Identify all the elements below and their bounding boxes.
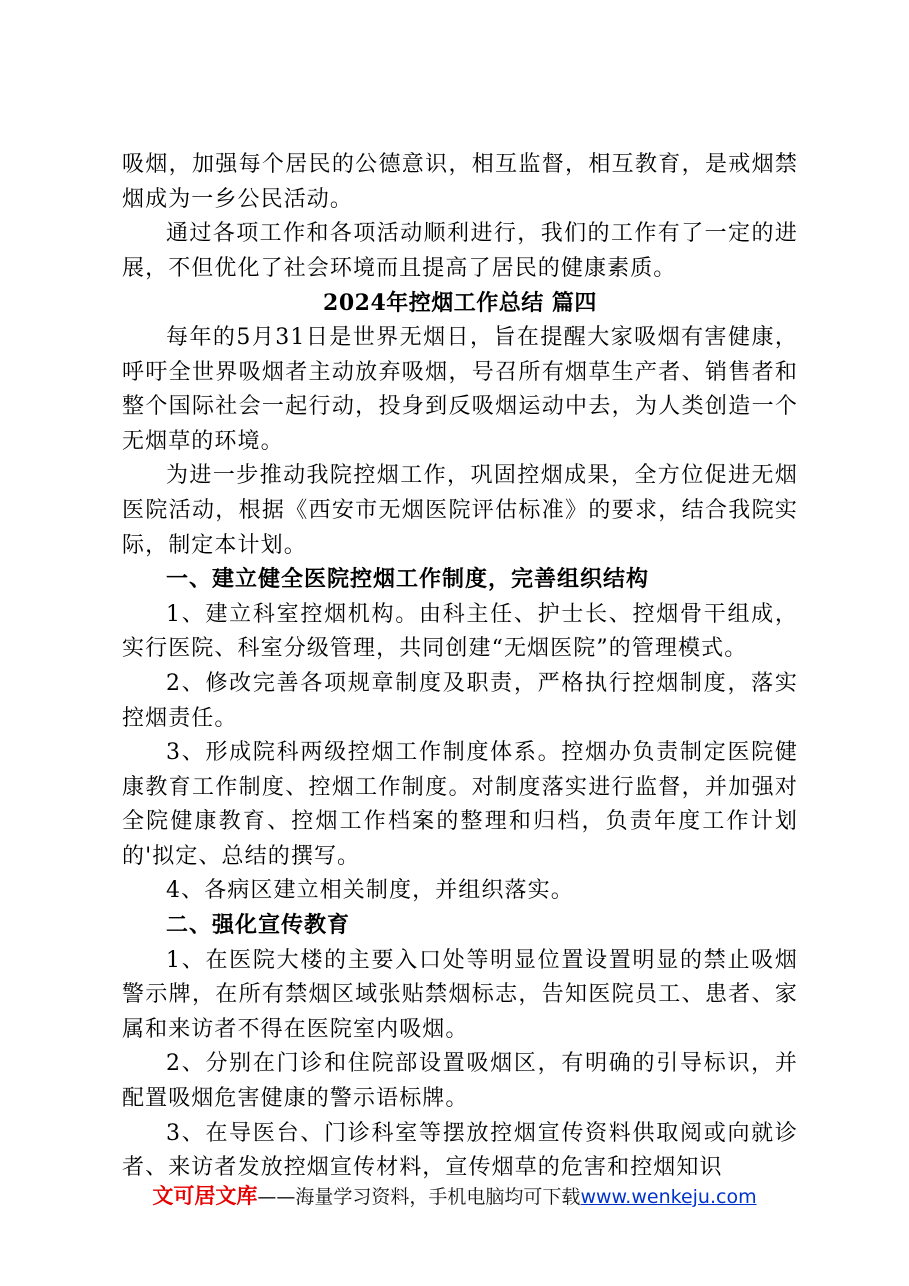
- document-body: [122, 148, 798, 1186]
- footer-brand: 文可居文库: [152, 1184, 258, 1208]
- footer-slogan: ——海量学习资料，手机电脑均可下载: [257, 1186, 581, 1208]
- list-item: 3、形成院科两级控烟工作制度体系。控烟办负责制定医院健康教育工作制度、控烟工作制度。对制度落实进行监督，并加强对全院健康教育、控烟工作档案的整理和归档，负责年度工作计划的'拟定、总结的撰写。: [122, 740, 798, 869]
- footer-banner: [0, 1182, 909, 1211]
- list-item: 2、分别在门诊和住院部设置吸烟区，有明确的引导标识，并配置吸烟危害健康的警示语标牌。: [122, 1051, 798, 1112]
- footer-site-link[interactable]: www.wenkeju.com: [580, 1186, 757, 1208]
- paragraph: 通过各项工作和各项活动顺利进行，我们的工作有了一定的进展，不但优化了社会环境而且提高了居民的健康素质。: [122, 221, 798, 281]
- part-heading-2: 二、强化宣传教育: [166, 913, 351, 939]
- list-item: 1、建立科室控烟机构。由科主任、护士长、控烟骨干组成，实行医院、科室分级管理，共同创建“无烟医院”的管理模式。: [122, 601, 798, 662]
- section-title: 2024年控烟工作总结 篇四: [323, 290, 597, 317]
- paragraph-continuation: 吸烟，加强每个居民的公德意识，相互监督，相互教育，是戒烟禁烟成为一乡公民活动。: [122, 152, 798, 212]
- part-heading-1: 一、建立健全医院控烟工作制度，完善组织结构: [166, 567, 650, 593]
- list-item: 3、在导医台、门诊科室等摆放控烟宣传资料供取阅或向就诊者、来访者发放控烟宣传材料，宣传烟草的危害和控烟知识: [122, 1120, 798, 1181]
- list-item: 1、在医院大楼的主要入口处等明显位置设置明显的禁止吸烟警示牌，在所有禁烟区域张贴禁烟标志，告知医院员工、患者、家属和来访者不得在医院室内吸烟。: [122, 947, 798, 1042]
- list-item: 2、修改完善各项规章制度及职责，严格执行控烟制度，落实控烟责任。: [122, 670, 798, 731]
- paragraph: 为进一步推动我院控烟工作，巩固控烟成果，全方位促进无烟医院活动，根据《西安市无烟医院评估标准》的要求，结合我院实际，制定本计划。: [122, 463, 798, 558]
- list-item: 4、各病区建立相关制度，并组织落实。: [166, 878, 574, 904]
- paragraph: 每年的5月31日是世界无烟日，旨在提醒大家吸烟有害健康，呼吁全世界吸烟者主动放弃吸烟，号召所有烟草生产者、销售者和整个国际社会一起行动，投身到反吸烟运动中去，为人类创造一个无烟草的环境。: [122, 324, 798, 454]
